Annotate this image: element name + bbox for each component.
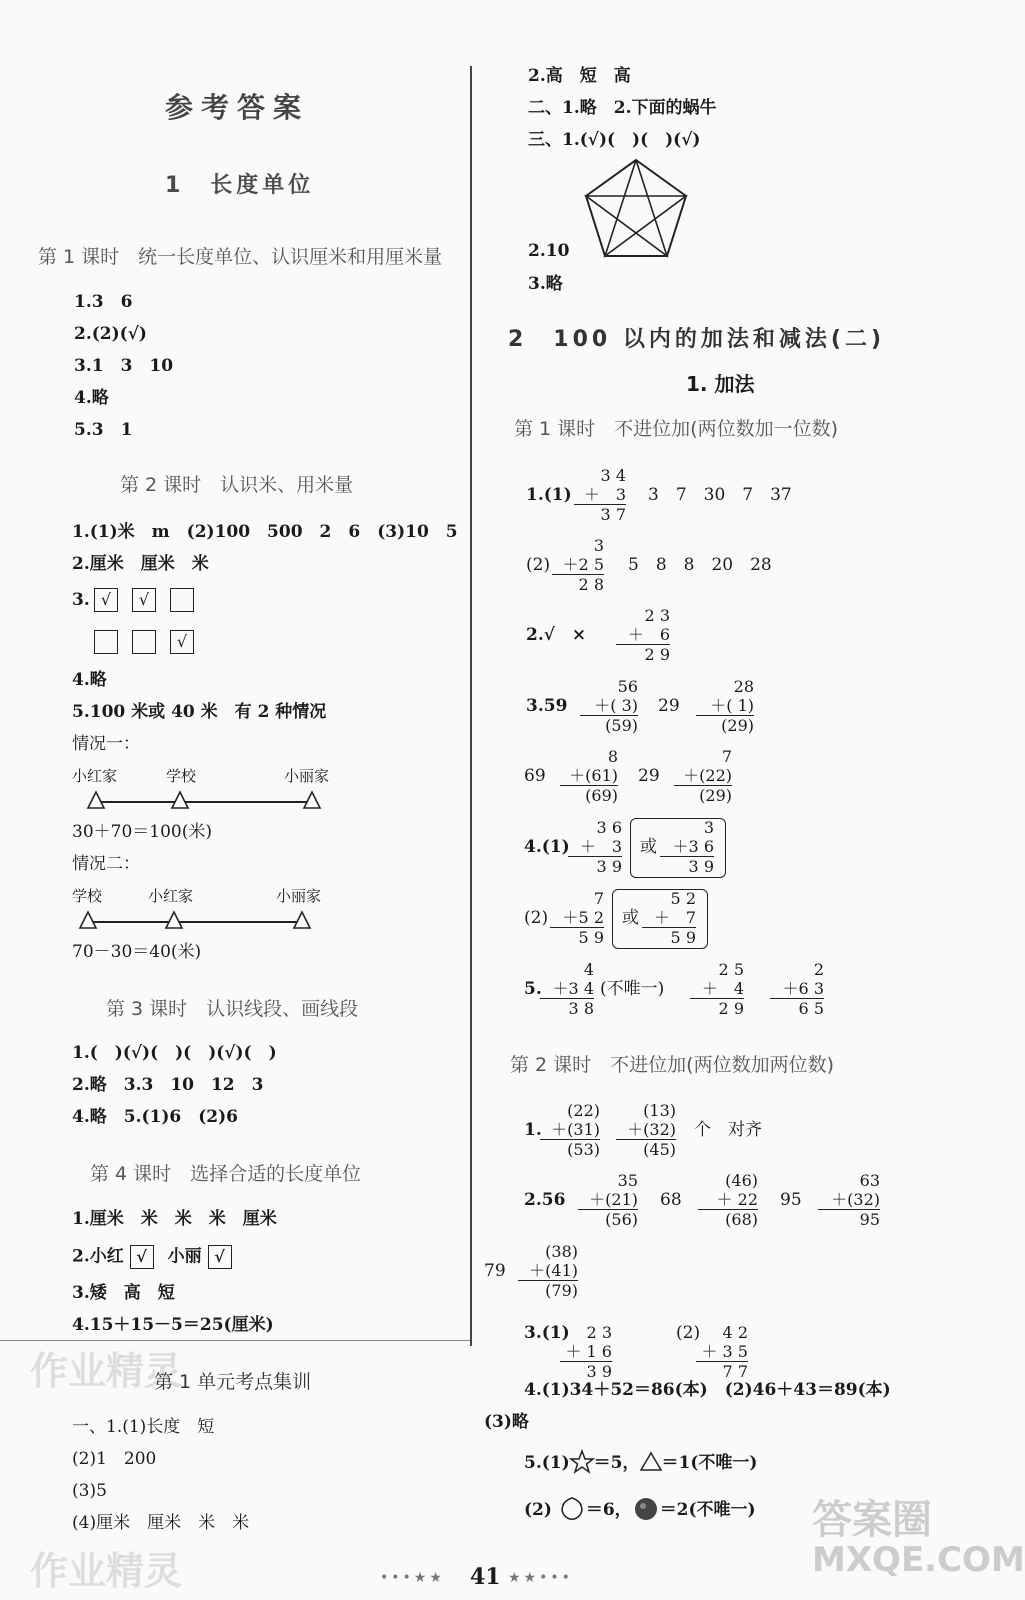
- sum-row: 3 4: [600, 466, 626, 485]
- answer-line: 95: [780, 1190, 802, 1210]
- footer-stars-left: •••★★: [380, 1570, 445, 1586]
- answer-label: 69: [524, 766, 546, 786]
- vertical-sum: [568, 818, 622, 876]
- vertical-sum: [550, 889, 604, 947]
- sum-row: 3 9: [688, 857, 714, 876]
- review-title: 第 1 单元考点集训: [154, 1371, 312, 1393]
- sum-row: 3 9: [596, 857, 622, 876]
- sum-row: ＋ 7: [642, 908, 696, 928]
- sum-row: 3: [593, 536, 604, 555]
- sum-row: 3 7: [600, 505, 626, 524]
- sum-row: ＋(31): [540, 1120, 600, 1140]
- sum-row: ＋(61): [560, 766, 618, 786]
- sum-row: ＋ 3: [568, 837, 622, 857]
- sum-row: 3: [703, 818, 714, 837]
- answer-line: 29: [658, 696, 680, 716]
- sum-row: ＋(21): [578, 1190, 638, 1210]
- answer-label: 2.56: [524, 1190, 566, 1210]
- sum-row: ＋(32): [616, 1120, 676, 1140]
- q2-label-a: 2.小红: [72, 1246, 124, 1267]
- answer-line: 5.100 米或 40 米 有 2 种情况: [72, 702, 327, 722]
- sum-row: (53): [567, 1140, 600, 1159]
- q5-value-c: ＝6，: [585, 1500, 632, 1520]
- vertical-sum: [540, 1101, 600, 1159]
- checkbox: [132, 630, 156, 654]
- section-divider: [0, 1340, 470, 1341]
- case-label: 情况一：: [72, 734, 140, 754]
- lesson1-title: 第 1 课时 统一长度单位、认识厘米和用厘米量: [38, 246, 443, 268]
- sum-row: (22): [567, 1101, 600, 1120]
- unit2-heading: 2 100 以内的加法和减法(二): [508, 327, 885, 352]
- sum-row: ＋ 1 6: [560, 1342, 612, 1362]
- sum-row: (13): [643, 1101, 676, 1120]
- sum-row: 63: [859, 1171, 880, 1190]
- place-label: 小丽家: [276, 887, 322, 905]
- sum-row: 2 8: [578, 575, 604, 594]
- or-label: 或: [640, 837, 657, 857]
- sum-row: ＋5 2: [550, 908, 604, 928]
- vertical-sum: [698, 1171, 758, 1229]
- column-divider: [470, 66, 472, 1346]
- answer-line: 个 对齐: [694, 1120, 762, 1140]
- place-label: 小红家: [72, 767, 118, 785]
- sum-row: (69): [585, 786, 618, 805]
- star-icon: [570, 1450, 594, 1472]
- watermark-brand: 答案圈: [812, 1497, 932, 1543]
- sum-row: 2: [813, 960, 824, 979]
- answer-line: 70－30＝40(米): [72, 942, 202, 962]
- vertical-sum: [552, 536, 604, 594]
- sum-row: 5 2: [670, 889, 696, 908]
- sum-row: 95: [859, 1210, 880, 1229]
- answer-line: 3.1 3 10: [74, 356, 174, 376]
- sum-row: 8: [607, 747, 618, 766]
- triangle-icon: [640, 1451, 662, 1471]
- sum-row: 2 3: [586, 1323, 612, 1342]
- vertical-sum: [696, 677, 754, 735]
- checkbox-row-2: [94, 630, 208, 654]
- answer-line: (3)5: [72, 1481, 107, 1501]
- vertical-sum: [690, 960, 744, 1018]
- sum-row: 2 5: [718, 960, 744, 979]
- sum-row: (38): [545, 1242, 578, 1261]
- answer-line: 1.(1)米 m (2)100 500 2 6 (3)10 5: [72, 522, 458, 542]
- answer-line: 2.高 短 高: [528, 66, 631, 86]
- answer-label: 1.: [524, 1120, 542, 1140]
- orange-icon: [632, 1495, 660, 1521]
- answer-line: 4.15＋15－5＝25(厘米): [72, 1315, 274, 1335]
- sum-row: 56: [617, 677, 638, 696]
- sum-row: 3 9: [586, 1362, 612, 1381]
- sum-row: (29): [699, 786, 732, 805]
- sum-row: ＋ 22: [698, 1190, 758, 1210]
- answer-line: 5.3 1: [74, 420, 133, 440]
- answer-line: 4.略: [74, 388, 109, 408]
- sum-row: ＋3 6: [660, 837, 714, 857]
- sum-row: ＋2 5: [552, 555, 604, 575]
- sum-row: 7: [721, 747, 732, 766]
- q5-label: 5.(1): [524, 1453, 570, 1473]
- answer-line: 2.(2)(√): [74, 324, 147, 344]
- answer-line: [524, 1450, 757, 1473]
- sum-row: (45): [643, 1140, 676, 1159]
- answer-label: 3.(1): [524, 1323, 570, 1343]
- q2-label-b: 小丽: [167, 1246, 202, 1267]
- answer-line: [72, 1245, 246, 1269]
- vertical-sum: [818, 1171, 880, 1229]
- lesson2-title: 第 2 课时 认识米、用米量: [120, 474, 354, 496]
- sum-row: ＋( 3): [580, 696, 638, 716]
- sum-row: (29): [721, 716, 754, 735]
- sum-row: ＋6 3: [770, 979, 824, 999]
- answer-line: (4)厘米 厘米 米 米: [72, 1513, 250, 1533]
- unit1-heading: 1 长度单位: [165, 173, 315, 198]
- u2-lesson2-title: 第 2 课时 不进位加(两位数加两位数): [510, 1054, 834, 1076]
- sum-row: ＋(32): [818, 1190, 880, 1210]
- answer-line: 三、1.(√)( )( )(√): [528, 130, 701, 150]
- answer-label: (2): [526, 555, 551, 575]
- vertical-sum: [560, 1323, 612, 1381]
- q5-value-a: ＝5，: [593, 1453, 640, 1473]
- or-label: 或: [622, 908, 639, 928]
- vertical-sum: [616, 1101, 676, 1159]
- sum-row: 5 9: [670, 928, 696, 947]
- answer-line: 1.厘米 米 米 米 厘米: [72, 1209, 277, 1229]
- sum-row: 3 6: [596, 818, 622, 837]
- checkbox: √: [130, 1245, 154, 1269]
- sum-row: (59): [605, 716, 638, 735]
- sum-row: ＋3 4: [540, 979, 594, 999]
- answer-line: 29: [638, 766, 660, 786]
- page-title: 参考答案: [165, 91, 310, 124]
- answer-label: (2): [676, 1323, 701, 1343]
- answer-note: (不唯一): [600, 979, 665, 999]
- sum-row: 4 2: [722, 1323, 748, 1342]
- vertical-sum: [674, 747, 732, 805]
- sum-row: 2 9: [644, 645, 670, 664]
- q5-value-b: ＝1(不唯一): [661, 1453, 758, 1473]
- answer-line: 4.(1)34＋52＝86(本) (2)46＋43＝89(本): [524, 1380, 891, 1400]
- answer-line: 68: [660, 1190, 682, 1210]
- pentagram-figure: [582, 156, 690, 262]
- answer-line: 3.矮 高 短: [72, 1283, 175, 1303]
- sum-row: (56): [605, 1210, 638, 1229]
- lesson3-title: 第 3 课时 认识线段、画线段: [106, 998, 359, 1020]
- vertical-sum: [660, 818, 714, 876]
- sum-row: 6 5: [798, 999, 824, 1018]
- vertical-sum: [616, 606, 670, 664]
- vertical-sum: [560, 747, 618, 805]
- vertical-sum: [770, 960, 824, 1018]
- footer-stars-right: ★★•••: [508, 1570, 573, 1586]
- sum-row: ＋ 3: [574, 485, 626, 505]
- vertical-sum: [540, 960, 594, 1018]
- u2-lesson1-title: 第 1 课时 不进位加(两位数加一位数): [514, 418, 838, 440]
- vertical-sum: [518, 1242, 578, 1300]
- answer-line: 3.略: [528, 274, 563, 294]
- answer-line: 2.略 3.3 10 12 3: [72, 1075, 264, 1095]
- sum-row: 35: [617, 1171, 638, 1190]
- answer-line: 30＋70＝100(米): [72, 822, 212, 842]
- place-label: 学校: [166, 767, 197, 785]
- sum-row: 7 7: [722, 1362, 748, 1381]
- answer-label: 5.: [524, 979, 542, 999]
- answer-line: (2)1 200: [72, 1449, 157, 1469]
- answer-line: 1.( )(√)( )( )(√)( ): [72, 1043, 277, 1063]
- checkbox: √: [208, 1245, 232, 1269]
- watermark-bottom: 作业精灵: [30, 1549, 183, 1593]
- answer-line: (3)略: [484, 1412, 529, 1432]
- sum-row: 3 8: [568, 999, 594, 1018]
- sum-row: 7: [593, 889, 604, 908]
- vertical-sum: [574, 466, 626, 524]
- sum-row: ＋ 6: [616, 625, 670, 645]
- sum-row: ＋(22): [674, 766, 732, 786]
- answer-label: 1.(1): [526, 485, 572, 505]
- sum-row: (46): [725, 1171, 758, 1190]
- vertical-sum: [580, 677, 638, 735]
- checkbox: √: [94, 588, 118, 612]
- page-number: 41: [470, 1564, 501, 1590]
- answer-line: 2.10: [528, 241, 570, 261]
- q5-label: (2): [524, 1500, 552, 1520]
- sum-row: 4: [583, 960, 594, 979]
- answer-label: 3.59: [526, 696, 568, 716]
- sum-row: ＋( 1): [696, 696, 754, 716]
- case-label: 情况二：: [72, 854, 140, 874]
- answer-line: 一、1.(1)长度 短: [72, 1417, 215, 1437]
- answer-line: 3 7 30 7 37: [648, 485, 792, 505]
- answer-label: 4.(1): [524, 837, 570, 857]
- q5-value-d: ＝2(不唯一): [659, 1500, 756, 1520]
- place-label: 小红家: [148, 887, 194, 905]
- answer-line: 二、1.略 2.下面的蜗牛: [528, 98, 717, 118]
- checkbox: [94, 630, 118, 654]
- sum-row: 2 3: [644, 606, 670, 625]
- sum-row: 28: [733, 677, 754, 696]
- place-label: 学校: [72, 887, 103, 905]
- sum-row: ＋ 4: [690, 979, 744, 999]
- answer-line: 5 8 8 20 28: [628, 555, 772, 575]
- peach-icon: [558, 1495, 586, 1521]
- answer-label: (2): [524, 908, 549, 928]
- place-label: 小丽家: [284, 767, 330, 785]
- answer-label: 79: [484, 1261, 506, 1281]
- answer-line: 1.3 6: [74, 292, 133, 312]
- vertical-sum: [578, 1171, 638, 1229]
- answer-label: 2.√ ×: [526, 625, 587, 645]
- checkbox-row-1: [94, 588, 208, 612]
- sum-row: 2 9: [718, 999, 744, 1018]
- lesson4-title: 第 4 课时 选择合适的长度单位: [90, 1163, 362, 1185]
- answer-line: 4.略 5.(1)6 (2)6: [72, 1107, 238, 1127]
- answer-line: [524, 1495, 756, 1521]
- sum-row: 5 9: [578, 928, 604, 947]
- checkbox: √: [132, 588, 156, 612]
- unit2-sub: 1. 加法: [686, 372, 755, 396]
- segment-diagram-2: [70, 908, 330, 932]
- vertical-sum: [696, 1323, 748, 1381]
- answer-line: 2.厘米 厘米 米: [72, 554, 209, 574]
- checkbox: √: [170, 630, 194, 654]
- answer-q3-label: 3.: [72, 590, 90, 610]
- sum-row: ＋(41): [518, 1261, 578, 1281]
- vertical-sum: [642, 889, 696, 947]
- answer-line: 4.略: [72, 670, 107, 690]
- sum-row: (79): [545, 1281, 578, 1300]
- watermark-top: 作业精灵: [30, 1349, 183, 1393]
- sum-row: (68): [725, 1210, 758, 1229]
- watermark-url: MXQE.COM: [812, 1540, 1025, 1580]
- segment-diagram-1: [70, 788, 330, 812]
- checkbox: [170, 588, 194, 612]
- sum-row: ＋ 3 5: [696, 1342, 748, 1362]
